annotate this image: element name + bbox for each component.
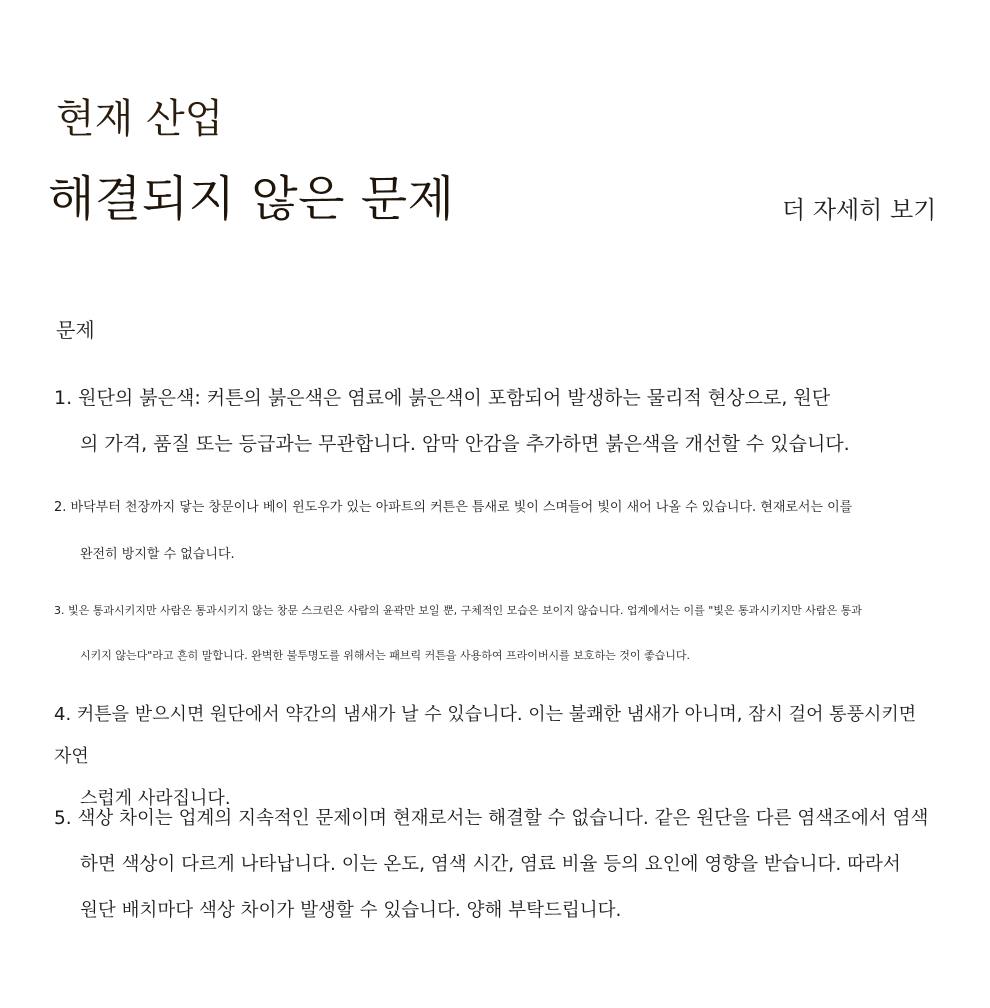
page-title: 해결되지 않은 문제 bbox=[48, 171, 455, 227]
problem-item-4-line-2: 스럽게 사라집니다. bbox=[80, 788, 231, 809]
problem-item-3 bbox=[54, 588, 954, 678]
problem-item-2-line-1: 2. 바닥부터 천장까지 닿는 창문이나 베이 윈도우가 있는 아파트의 커튼은 틈새로 빛이 스며들어 빛이 새어 나올 수 있습니다. 현재로서는 이를 bbox=[54, 500, 853, 515]
problems-label: 문제 bbox=[56, 318, 95, 342]
problem-item-3-line-1: 3. 빛은 통과시키지만 사람은 통과시키지 않는 창문 스크린은 사람의 윤곽만 보일 뿐, 구체적인 모습은 보이지 않습니다. 업계에서는 이를 "빛은 통과시키지만 사람은 통과 bbox=[54, 604, 862, 617]
problem-item-4-line-1: 4. 커튼을 받으시면 원단에서 약간의 냄새가 날 수 있습니다. 이는 불쾌한 냄새가 아니며, 잠시 걸어 통풍시키면 자연 bbox=[54, 704, 917, 767]
problem-item-5-line-1: 5. 색상 차이는 업계의 지속적인 문제이며 현재로서는 해결할 수 없습니다. 같은 원단을 다른 염색조에서 염색 bbox=[54, 808, 929, 829]
problem-item-1-line-1: 1. 원단의 붉은색: 커튼의 붉은색은 염료에 붉은색이 포함되어 발생하는 물리적 현상으로, 원단 bbox=[54, 387, 831, 409]
problem-item-1-line-2: 의 가격, 품질 또는 등급과는 무관합니다. 암막 안감을 추가하면 붉은색을 개선할 수 있습니다. bbox=[80, 433, 850, 455]
problem-item-1 bbox=[54, 375, 934, 467]
problem-item-5-line-2: 하면 색상이 다르게 나타납니다. 이는 온도, 염색 시간, 염료 비율 등의 요인에 영향을 받습니다. 따라서 bbox=[80, 854, 901, 875]
problem-item-2-line-2: 완전히 방지할 수 없습니다. bbox=[80, 547, 235, 562]
problem-item-2 bbox=[54, 484, 954, 578]
section-eyebrow: 현재 산업 bbox=[56, 96, 224, 142]
problem-item-5-line-3: 원단 배치마다 색상 차이가 발생할 수 있습니다. 양해 부탁드립니다. bbox=[80, 900, 622, 921]
problem-item-5 bbox=[54, 796, 954, 934]
problem-item-3-line-2: 시키지 않는다"라고 흔히 말합니다. 완벽한 불투명도를 위해서는 패브릭 커튼을 사용하여 프라이버시를 보호하는 것이 좋습니다. bbox=[80, 649, 691, 662]
more-details-link[interactable]: 더 자세히 보기 bbox=[782, 196, 937, 224]
